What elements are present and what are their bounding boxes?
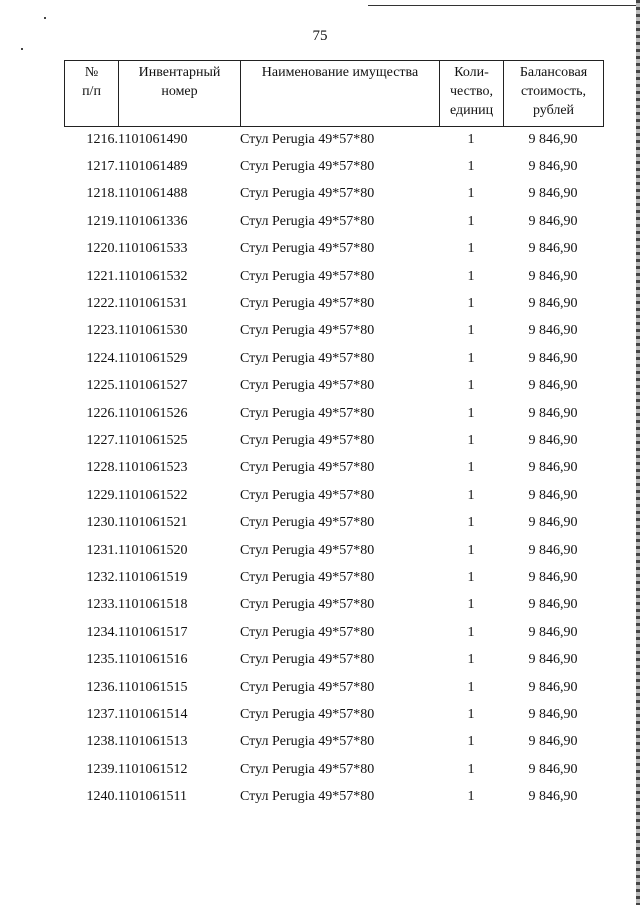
table-row [64,236,603,263]
row-number: 1216. [86,131,118,147]
quantity: 1 [467,268,475,284]
row-number: 1235. [86,652,118,668]
row-number: 1232. [86,569,118,585]
inventory-number: 1101061511 [118,789,187,805]
quantity: 1 [467,515,475,531]
property-name: Стул Perugia 49*57*80 [240,241,375,257]
inventory-number: 1101061529 [118,350,188,366]
balance-cost: 9 846,90 [528,159,578,175]
row-number: 1231. [86,542,118,558]
property-name: Стул Perugia 49*57*80 [240,186,375,202]
table-row [64,537,603,564]
property-name: Стул Perugia 49*57*80 [240,597,375,613]
quantity: 1 [467,432,475,448]
row-number: 1225. [86,378,118,394]
scan-speck [21,48,23,50]
quantity: 1 [467,241,475,257]
table-row [64,619,603,646]
table-row [64,564,603,591]
inventory-number: 1101061490 [118,131,188,147]
table-row [64,318,603,345]
table-row [64,427,603,454]
quantity: 1 [467,624,475,640]
inventory-number: 1101061532 [118,268,188,284]
row-number: 1221. [86,268,118,284]
table-row [64,126,603,153]
inventory-number: 1101061515 [118,679,188,695]
header-balance-cost: Балансовая стоимость, рублей [504,61,604,127]
row-number: 1226. [86,405,118,421]
header-inventory-number: Инвентарный номер [119,61,241,127]
quantity: 1 [467,186,475,202]
balance-cost: 9 846,90 [528,487,578,503]
property-name: Стул Perugia 49*57*80 [240,460,375,476]
inventory-number: 1101061522 [118,487,188,503]
inventory-number: 1101061521 [118,515,188,531]
quantity: 1 [467,296,475,312]
quantity: 1 [467,652,475,668]
row-number: 1227. [86,432,118,448]
row-number: 1234. [86,624,118,640]
balance-cost: 9 846,90 [528,131,578,147]
top-edge-rule [368,5,640,6]
property-name: Стул Perugia 49*57*80 [240,268,375,284]
property-name: Стул Perugia 49*57*80 [240,432,375,448]
row-number: 1239. [86,761,118,777]
quantity: 1 [467,460,475,476]
inventory-number: 1101061512 [118,761,188,777]
balance-cost: 9 846,90 [528,460,578,476]
property-name: Стул Perugia 49*57*80 [240,487,375,503]
row-number: 1223. [86,323,118,339]
table-row [64,181,603,208]
row-number: 1237. [86,706,118,722]
balance-cost: 9 846,90 [528,350,578,366]
quantity: 1 [467,597,475,613]
quantity: 1 [467,789,475,805]
table-row [64,153,603,180]
table-row [64,674,603,701]
inventory-table-body [64,126,603,811]
inventory-number: 1101061513 [118,734,188,750]
balance-cost: 9 846,90 [528,789,578,805]
row-number: 1224. [86,350,118,366]
balance-cost: 9 846,90 [528,515,578,531]
row-number: 1229. [86,487,118,503]
row-number: 1233. [86,597,118,613]
inventory-number: 1101061517 [118,624,188,640]
quantity: 1 [467,487,475,503]
balance-cost: 9 846,90 [528,186,578,202]
property-name: Стул Perugia 49*57*80 [240,515,375,531]
property-name: Стул Perugia 49*57*80 [240,569,375,585]
table-row [64,509,603,536]
property-name: Стул Perugia 49*57*80 [240,378,375,394]
balance-cost: 9 846,90 [528,734,578,750]
table-row [64,482,603,509]
inventory-number: 1101061488 [118,186,188,202]
table-row [64,345,603,372]
quantity: 1 [467,323,475,339]
quantity: 1 [467,569,475,585]
quantity: 1 [467,131,475,147]
property-name: Стул Perugia 49*57*80 [240,761,375,777]
header-quantity: Коли- чество, единиц [440,61,504,127]
inventory-number: 1101061518 [118,597,188,613]
balance-cost: 9 846,90 [528,761,578,777]
page-number: 75 [312,28,328,44]
property-name: Стул Perugia 49*57*80 [240,323,375,339]
property-name: Стул Perugia 49*57*80 [240,350,375,366]
balance-cost: 9 846,90 [528,323,578,339]
scan-speck [44,17,46,19]
header-property-name: Наименование имущества [241,61,440,127]
balance-cost: 9 846,90 [528,405,578,421]
property-name: Стул Perugia 49*57*80 [240,296,375,312]
inventory-number: 1101061527 [118,378,188,394]
quantity: 1 [467,378,475,394]
table-row [64,373,603,400]
row-number: 1240. [86,789,118,805]
inventory-number: 1101061519 [118,569,188,585]
balance-cost: 9 846,90 [528,679,578,695]
property-name: Стул Perugia 49*57*80 [240,131,375,147]
property-name: Стул Perugia 49*57*80 [240,652,375,668]
table-row [64,783,603,810]
quantity: 1 [467,734,475,750]
inventory-table [64,126,603,811]
table-row [64,701,603,728]
row-number: 1222. [86,296,118,312]
inventory-number: 1101061520 [118,542,188,558]
inventory-number: 1101061523 [118,460,188,476]
quantity: 1 [467,213,475,229]
balance-cost: 9 846,90 [528,706,578,722]
property-name: Стул Perugia 49*57*80 [240,542,375,558]
row-number: 1219. [86,213,118,229]
property-name: Стул Perugia 49*57*80 [240,405,375,421]
property-name: Стул Perugia 49*57*80 [240,213,375,229]
table-row [64,290,603,317]
table-row [64,756,603,783]
balance-cost: 9 846,90 [528,432,578,448]
row-number: 1217. [86,159,118,175]
property-name: Стул Perugia 49*57*80 [240,734,375,750]
balance-cost: 9 846,90 [528,378,578,394]
quantity: 1 [467,761,475,777]
quantity: 1 [467,542,475,558]
row-number: 1230. [86,515,118,531]
inventory-number: 1101061526 [118,405,188,421]
property-name: Стул Perugia 49*57*80 [240,679,375,695]
header-number: № п/п [65,61,119,127]
inventory-number: 1101061336 [118,213,188,229]
inventory-number: 1101061514 [118,706,188,722]
property-name: Стул Perugia 49*57*80 [240,624,375,640]
property-name: Стул Perugia 49*57*80 [240,789,375,805]
balance-cost: 9 846,90 [528,542,578,558]
property-name: Стул Perugia 49*57*80 [240,159,375,175]
quantity: 1 [467,159,475,175]
scan-edge-shadow [636,0,640,905]
table-header [64,60,604,127]
row-number: 1218. [86,186,118,202]
table-row [64,646,603,673]
row-number: 1236. [86,679,118,695]
row-number: 1238. [86,734,118,750]
row-number: 1220. [86,241,118,257]
inventory-number: 1101061533 [118,241,188,257]
table-row [64,729,603,756]
balance-cost: 9 846,90 [528,597,578,613]
table-row [64,208,603,235]
inventory-number: 1101061525 [118,432,188,448]
inventory-number: 1101061489 [118,159,188,175]
quantity: 1 [467,405,475,421]
table-row [64,455,603,482]
balance-cost: 9 846,90 [528,624,578,640]
quantity: 1 [467,350,475,366]
balance-cost: 9 846,90 [528,569,578,585]
property-name: Стул Perugia 49*57*80 [240,706,375,722]
table-row [64,400,603,427]
quantity: 1 [467,706,475,722]
balance-cost: 9 846,90 [528,296,578,312]
inventory-number: 1101061516 [118,652,188,668]
table-row [64,592,603,619]
quantity: 1 [467,679,475,695]
balance-cost: 9 846,90 [528,268,578,284]
table-row [64,263,603,290]
balance-cost: 9 846,90 [528,652,578,668]
row-number: 1228. [86,460,118,476]
balance-cost: 9 846,90 [528,213,578,229]
balance-cost: 9 846,90 [528,241,578,257]
inventory-number: 1101061530 [118,323,188,339]
inventory-number: 1101061531 [118,296,188,312]
